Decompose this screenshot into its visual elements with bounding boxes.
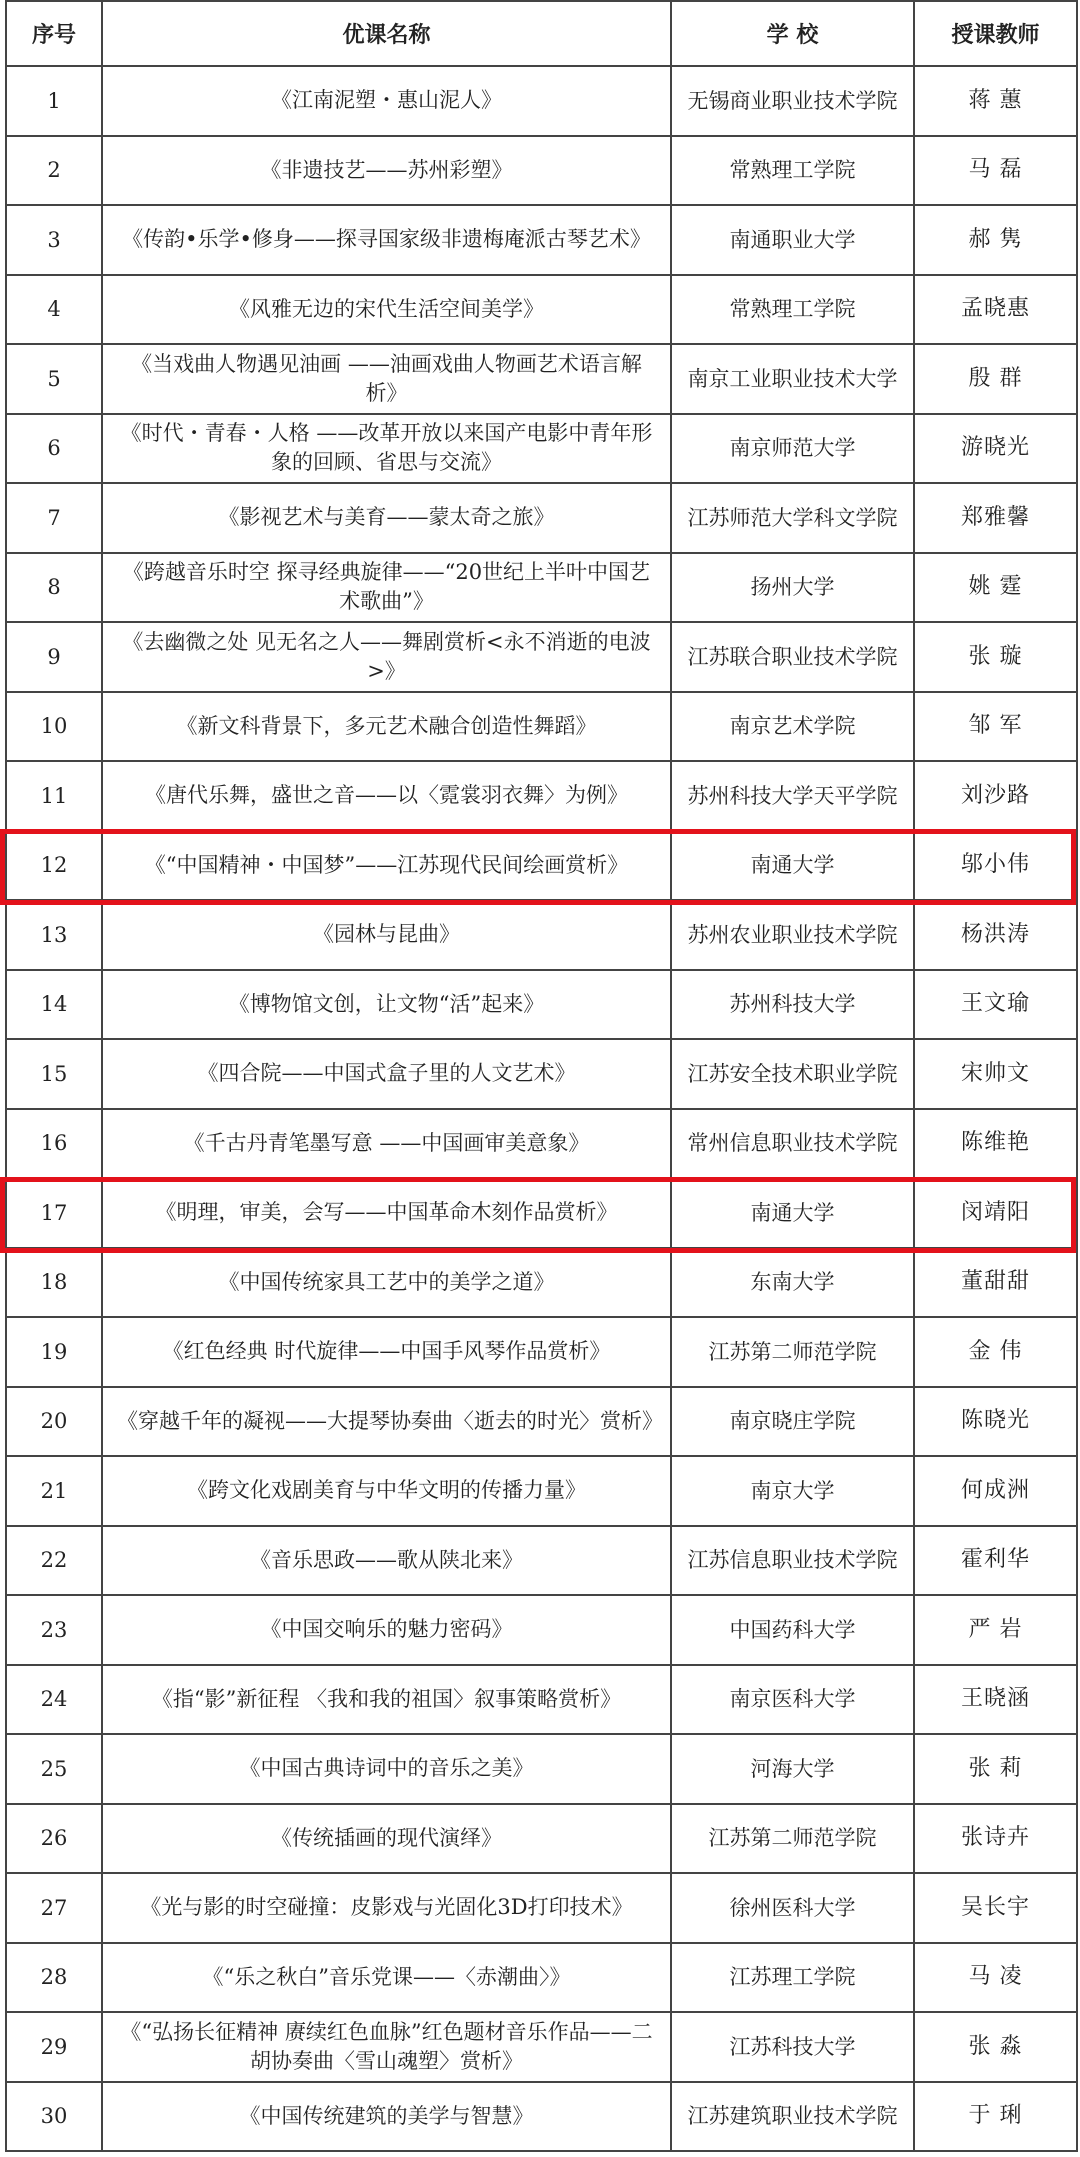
cell-course: 《中国古典诗词中的音乐之美》: [102, 1734, 671, 1804]
cell-teacher: 张 淼: [914, 2012, 1077, 2082]
cell-course: 《“乐之秋白”音乐党课——〈赤潮曲〉》: [102, 1943, 671, 2013]
cell-teacher: 王晓涵: [914, 1665, 1077, 1735]
cell-school: 南京晓庄学院: [671, 1387, 914, 1457]
cell-no: 17: [6, 1178, 102, 1248]
header-no: 序号: [6, 1, 102, 66]
cell-school: 河海大学: [671, 1734, 914, 1804]
table-row: [6, 1109, 1077, 1179]
cell-teacher: 陈晓光: [914, 1387, 1077, 1457]
cell-school: 常州信息职业技术学院: [671, 1109, 914, 1179]
table-row: [6, 1039, 1077, 1109]
cell-school: 江苏安全技术职业学院: [671, 1039, 914, 1109]
cell-school: 江苏师范大学科文学院: [671, 483, 914, 553]
table-row: [6, 205, 1077, 275]
cell-course: 《传韵•乐学•修身——探寻国家级非遗梅庵派古琴艺术》: [102, 205, 671, 275]
cell-no: 19: [6, 1317, 102, 1387]
table-row: [6, 1943, 1077, 2013]
table-row: [6, 1387, 1077, 1457]
cell-no: 2: [6, 136, 102, 206]
cell-course: 《中国交响乐的魅力密码》: [102, 1595, 671, 1665]
table-row: [6, 1317, 1077, 1387]
cell-school: 江苏第二师范学院: [671, 1804, 914, 1874]
cell-course: 《穿越千年的凝视——大提琴协奏曲〈逝去的时光〉赏析》: [102, 1387, 671, 1457]
cell-no: 6: [6, 414, 102, 484]
cell-course: 《去幽微之处 见无名之人——舞剧赏析<永不消逝的电波>》: [102, 622, 671, 692]
cell-no: 25: [6, 1734, 102, 1804]
cell-teacher: 张诗卉: [914, 1804, 1077, 1874]
cell-teacher: 孟晓惠: [914, 275, 1077, 345]
cell-teacher: 闵靖阳: [914, 1178, 1077, 1248]
cell-teacher: 游晓光: [914, 414, 1077, 484]
table-row: [6, 1248, 1077, 1318]
cell-course: 《光与影的时空碰撞：皮影戏与光固化3D打印技术》: [102, 1873, 671, 1943]
cell-course: 《博物馆文创，让文物“活”起来》: [102, 970, 671, 1040]
table-row: [6, 66, 1077, 136]
cell-course: 《中国传统家具工艺中的美学之道》: [102, 1248, 671, 1318]
cell-teacher: 吴长宇: [914, 1873, 1077, 1943]
table-row: [6, 1665, 1077, 1735]
cell-no: 10: [6, 692, 102, 762]
cell-teacher: 董甜甜: [914, 1248, 1077, 1318]
header-row: [6, 1, 1077, 66]
cell-school: 江苏理工学院: [671, 1943, 914, 2013]
cell-course: 《明理，审美，会写——中国革命木刻作品赏析》: [102, 1178, 671, 1248]
cell-teacher: 张 莉: [914, 1734, 1077, 1804]
cell-course: 《指“影”新征程 〈我和我的祖国〉叙事策略赏析》: [102, 1665, 671, 1735]
cell-teacher: 张 璇: [914, 622, 1077, 692]
cell-school: 江苏第二师范学院: [671, 1317, 914, 1387]
cell-school: 江苏科技大学: [671, 2012, 914, 2082]
cell-no: 16: [6, 1109, 102, 1179]
cell-school: 江苏建筑职业技术学院: [671, 2082, 914, 2152]
table-row: [6, 344, 1077, 414]
cell-teacher: 郑雅馨: [914, 483, 1077, 553]
cell-course: 《音乐思政——歌从陕北来》: [102, 1526, 671, 1596]
table-row: [6, 136, 1077, 206]
cell-no: 9: [6, 622, 102, 692]
cell-teacher: 郝 隽: [914, 205, 1077, 275]
cell-no: 24: [6, 1665, 102, 1735]
cell-school: 南通大学: [671, 831, 914, 901]
cell-course: 《“弘扬长征精神 赓续红色血脉”红色题材音乐作品——二胡协奏曲〈雪山魂塑〉赏析》: [102, 2012, 671, 2082]
cell-school: 苏州科技大学天平学院: [671, 761, 914, 831]
cell-no: 15: [6, 1039, 102, 1109]
header-teacher: 授课教师: [914, 1, 1077, 66]
cell-teacher: 霍利华: [914, 1526, 1077, 1596]
cell-no: 5: [6, 344, 102, 414]
cell-no: 4: [6, 275, 102, 345]
cell-course: 《影视艺术与美育——蒙太奇之旅》: [102, 483, 671, 553]
cell-teacher: 刘沙路: [914, 761, 1077, 831]
table-row: [6, 1595, 1077, 1665]
cell-school: 东南大学: [671, 1248, 914, 1318]
cell-school: 常熟理工学院: [671, 136, 914, 206]
table-row: [6, 900, 1077, 970]
table-row: [6, 831, 1077, 901]
cell-no: 22: [6, 1526, 102, 1596]
cell-school: 南京艺术学院: [671, 692, 914, 762]
cell-teacher: 马 凌: [914, 1943, 1077, 2013]
table-row: [6, 414, 1077, 484]
cell-school: 徐州医科大学: [671, 1873, 914, 1943]
header-school: 学 校: [671, 1, 914, 66]
cell-no: 21: [6, 1456, 102, 1526]
cell-school: 南京医科大学: [671, 1665, 914, 1735]
cell-course: 《千古丹青笔墨写意 ——中国画审美意象》: [102, 1109, 671, 1179]
cell-school: 南京师范大学: [671, 414, 914, 484]
cell-course: 《非遗技艺——苏州彩塑》: [102, 136, 671, 206]
cell-teacher: 姚 霆: [914, 553, 1077, 623]
cell-course: 《江南泥塑・惠山泥人》: [102, 66, 671, 136]
cell-teacher: 蒋 蕙: [914, 66, 1077, 136]
cell-no: 8: [6, 553, 102, 623]
cell-course: 《风雅无边的宋代生活空间美学》: [102, 275, 671, 345]
cell-no: 20: [6, 1387, 102, 1457]
cell-school: 苏州科技大学: [671, 970, 914, 1040]
cell-teacher: 殷 群: [914, 344, 1077, 414]
cell-school: 中国药科大学: [671, 1595, 914, 1665]
table-row: [6, 692, 1077, 762]
cell-no: 28: [6, 1943, 102, 2013]
cell-teacher: 于 琍: [914, 2082, 1077, 2152]
cell-course: 《园林与昆曲》: [102, 900, 671, 970]
cell-course: 《四合院——中国式盒子里的人文艺术》: [102, 1039, 671, 1109]
table-row: [6, 483, 1077, 553]
cell-course: 《“中国精神・中国梦”——江苏现代民间绘画赏析》: [102, 831, 671, 901]
table-row: [6, 1526, 1077, 1596]
cell-no: 26: [6, 1804, 102, 1874]
table-row: [6, 2012, 1077, 2082]
cell-no: 29: [6, 2012, 102, 2082]
table-body: [6, 66, 1077, 2151]
cell-teacher: 严 岩: [914, 1595, 1077, 1665]
cell-no: 27: [6, 1873, 102, 1943]
cell-no: 3: [6, 205, 102, 275]
cell-no: 14: [6, 970, 102, 1040]
header-course: 优课名称: [102, 1, 671, 66]
cell-school: 江苏信息职业技术学院: [671, 1526, 914, 1596]
cell-teacher: 杨洪涛: [914, 900, 1077, 970]
cell-course: 《时代・青春・人格 ——改革开放以来国产电影中青年形象的回顾、省思与交流》: [102, 414, 671, 484]
table-row: [6, 2082, 1077, 2152]
table-row: [6, 1873, 1077, 1943]
cell-teacher: 邬小伟: [914, 831, 1077, 901]
cell-course: 《传统插画的现代演绎》: [102, 1804, 671, 1874]
cell-course: 《中国传统建筑的美学与智慧》: [102, 2082, 671, 2152]
cell-no: 13: [6, 900, 102, 970]
cell-teacher: 金 伟: [914, 1317, 1077, 1387]
table-row: [6, 275, 1077, 345]
cell-teacher: 马 磊: [914, 136, 1077, 206]
table-row: [6, 1804, 1077, 1874]
cell-teacher: 王文瑜: [914, 970, 1077, 1040]
cell-school: 无锡商业职业技术学院: [671, 66, 914, 136]
cell-course: 《当戏曲人物遇见油画 ——油画戏曲人物画艺术语言解析》: [102, 344, 671, 414]
cell-school: 南京大学: [671, 1456, 914, 1526]
table-row: [6, 622, 1077, 692]
cell-course: 《跨文化戏剧美育与中华文明的传播力量》: [102, 1456, 671, 1526]
cell-no: 1: [6, 66, 102, 136]
table-row: [6, 1178, 1077, 1248]
cell-school: 南通职业大学: [671, 205, 914, 275]
cell-school: 江苏联合职业技术学院: [671, 622, 914, 692]
cell-course: 《新文科背景下，多元艺术融合创造性舞蹈》: [102, 692, 671, 762]
cell-no: 18: [6, 1248, 102, 1318]
cell-no: 12: [6, 831, 102, 901]
cell-school: 南通大学: [671, 1178, 914, 1248]
cell-teacher: 何成洲: [914, 1456, 1077, 1526]
cell-course: 《跨越音乐时空 探寻经典旋律——“20世纪上半叶中国艺术歌曲”》: [102, 553, 671, 623]
cell-school: 常熟理工学院: [671, 275, 914, 345]
cell-school: 苏州农业职业技术学院: [671, 900, 914, 970]
cell-school: 扬州大学: [671, 553, 914, 623]
cell-course: 《红色经典 时代旋律——中国手风琴作品赏析》: [102, 1317, 671, 1387]
cell-school: 南京工业职业技术大学: [671, 344, 914, 414]
cell-teacher: 陈维艳: [914, 1109, 1077, 1179]
cell-course: 《唐代乐舞，盛世之音——以〈霓裳羽衣舞〉为例》: [102, 761, 671, 831]
table-row: [6, 970, 1077, 1040]
cell-teacher: 邹 军: [914, 692, 1077, 762]
table-row: [6, 553, 1077, 623]
cell-no: 7: [6, 483, 102, 553]
table-row: [6, 761, 1077, 831]
cell-no: 11: [6, 761, 102, 831]
table-row: [6, 1456, 1077, 1526]
cell-teacher: 宋帅文: [914, 1039, 1077, 1109]
table-row: [6, 1734, 1077, 1804]
course-table: [5, 0, 1078, 2152]
cell-no: 23: [6, 1595, 102, 1665]
cell-no: 30: [6, 2082, 102, 2152]
